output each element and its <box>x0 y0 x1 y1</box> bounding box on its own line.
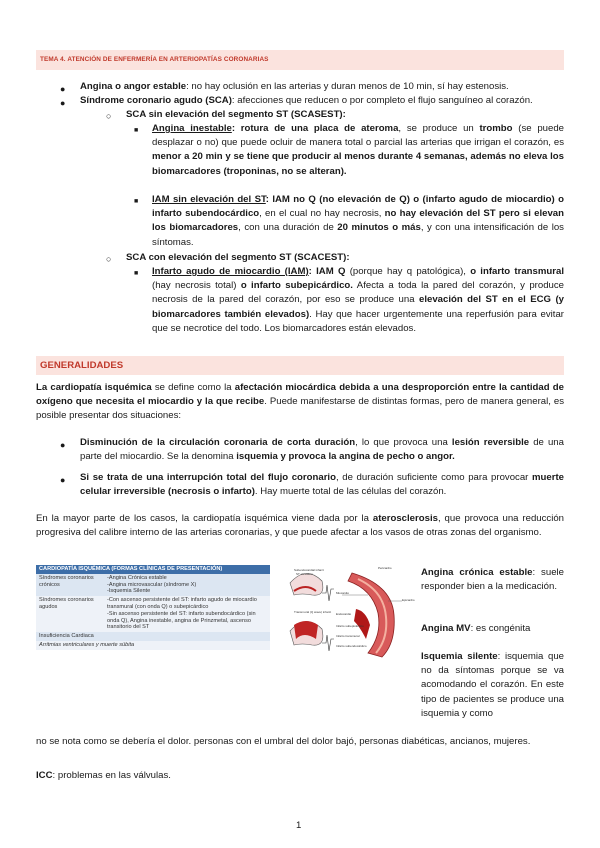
figure-label-subendo2: Infarto subendocárdico <box>336 644 367 648</box>
bullet-dot: ● <box>60 84 66 94</box>
side-isquemia-continuation: no se nota como se debería el dolor. personas con el umbral del dolor bajó, personas diabéticas, ancianos, mujeres. <box>36 736 531 747</box>
table-row-acute-label: Síndromes coronarios agudos <box>39 597 94 610</box>
situation-1: Disminución de la circulación coronaria de corta duración, lo que provoca una lesión reversible de una parte del miocardio. Se la denomina isquemia y provoca la angina de pecho o angor. <box>80 437 564 463</box>
bullet-square: ■ <box>134 270 139 277</box>
page-number: 1 <box>296 820 302 831</box>
item-iam-sin-st: IAM sin elevación del ST: IAM no Q (no elevación de Q) o (infarto agudo de miocardio) o infarto subendocárdico, en el cual no hay necrosis, no hay elevación del ST pero si elevan los biomarcadores, con una duración de 20 minutos o más, y con una intensificación de los síntomas. <box>152 194 564 248</box>
bullet-dot: ● <box>60 440 66 450</box>
bullet-square: ■ <box>134 127 139 134</box>
table-row-arrhythmia: Arritmias ventriculares y muerte súbita <box>39 641 135 648</box>
side-isquemia-silente: Isquemia silente: isquemia que no da síntomas porque se va acomodando el corazón. En este tipo de pacientes se produce una isquemia y como <box>421 651 564 719</box>
figure-label-transmural: Transmural (Q wave) infarct <box>294 610 332 614</box>
table-row-acute-value: -Con ascenso persistente del ST: infarto agudo de miocardio transmural (con onda Q) o subepicárdico -Sin ascenso persistente del ST: infarto subendocárdico (sin onda Q), Angina inestable, angina de Prinzmetal, ascenso transitorio del ST <box>107 597 257 631</box>
side-angina-cronica: Angina crónica estable: suele responder bien a la medicación. <box>421 567 564 593</box>
icc-line: ICC: problemas en las válvulas. <box>36 770 171 781</box>
situation-2: Si se trata de una interrupción total del flujo coronario, de duración suficiente como para provocar muerte celular irreversible (necrosis o infarto). Hay muerte total de las células del corazón. <box>80 472 564 498</box>
item-angina-inestable: Angina inestable: rotura de una placa de ateroma, se produce un trombo (se puede desplazar o no) que puede ocluir de manera total o parcial las arterias que irrigan el corazón, es menor a 20 min y se tiene que producir al menos durante 4 semanas, además no eleva los biomarcadores (troponinas, no se alteran). <box>152 123 564 177</box>
paragraph-aterosclerosis: En la mayor parte de los casos, la cardiopatía isquémica viene dada por la aterosclerosis, que provoca una reducción progresiva del calibre interno de las arterias coronarias, y que puede afectar a los vasos de otras zonas del organismo. <box>36 513 565 539</box>
intro-paragraph: La cardiopatía isquémica se define como la afectación miocárdica debida a una desproporción entre la cantidad de oxígeno que necesita el miocardio y la que recibe. Puede manifestarse de distintas formas, pero de manera general, es posible presentar dos situaciones: <box>36 382 565 422</box>
bullet-angina-estable: Angina o angor estable: no hay oclusión en las arterias y duran menos de 10 min, sí hay estenosis. <box>80 81 509 92</box>
table-row-chronic-label: Síndromes coronarios crónicos <box>39 574 94 588</box>
subheading-scasest: SCA sin elevación del segmento ST (SCASEST): <box>126 109 346 120</box>
item-iam-con-st: Infarto agudo de miocardio (IAM): IAM Q (porque hay q patológica), o infarto transmural (hay necrosis total) o infarto subepicárdico. Afecta a toda la pared del corazón, y produce necrosis de la pared del corazón, por eso se produce una elevación del ST en el ECG (y biomarcadores también elevados). Hay que hacer urgentemente una reperfusión para evitar que se necrotice del todo. Los biomarcadores están elevados. <box>152 266 564 334</box>
side-angina-mv: Angina MV: es congénita <box>421 623 531 634</box>
bullet-dot: ● <box>60 98 66 108</box>
section-title: GENERALIDADES <box>40 360 124 371</box>
bullet-square: ■ <box>134 198 139 205</box>
bullet-circle: ○ <box>106 254 112 264</box>
bullet-circle: ○ <box>106 111 112 121</box>
figure-label-endocardio: Endocardio <box>336 612 352 616</box>
figure-label-st: ST elevation <box>296 572 313 576</box>
infarct-diagram <box>282 565 417 660</box>
figure-label-epicardio: Epicardio <box>402 598 415 602</box>
subheading-scacest: SCA con elevación del segmento ST (SCACEST): <box>126 252 350 263</box>
figure-label-pericardio: Pericardio <box>378 566 392 570</box>
clinical-forms-table <box>36 565 270 650</box>
figure-label-subendo: Subendocardial infarct <box>294 568 324 572</box>
bullet-dot: ● <box>60 475 66 485</box>
tema-label: TEMA 4. <box>40 56 66 63</box>
header-title <box>40 56 269 63</box>
table-row-chronic-value: -Angina Crónica estable -Angina microvascular (síndrome X) -Isquemia Silente <box>107 574 197 595</box>
table-title: CARDIOPATÍA ISQUÉMICA (FORMAS CLÍNICAS DE PRESENTACIÓN) <box>36 565 270 574</box>
figure-label-miocardio: Miocardio <box>336 591 350 595</box>
figure-label-trans2: Infarto transmural <box>336 634 360 638</box>
tema-title: ATENCIÓN DE ENFERMERÍA EN ARTERIOPATÍAS CORONARIAS <box>67 56 269 63</box>
figure-label-subepi: Infarto subepicárdico <box>336 624 364 628</box>
bullet-sca: Síndrome coronario agudo (SCA): afecciones que reducen o por completo el flujo sanguíneo al corazón. <box>80 95 533 106</box>
table-row-ic: Insuficiencia Cardiaca <box>39 633 94 640</box>
